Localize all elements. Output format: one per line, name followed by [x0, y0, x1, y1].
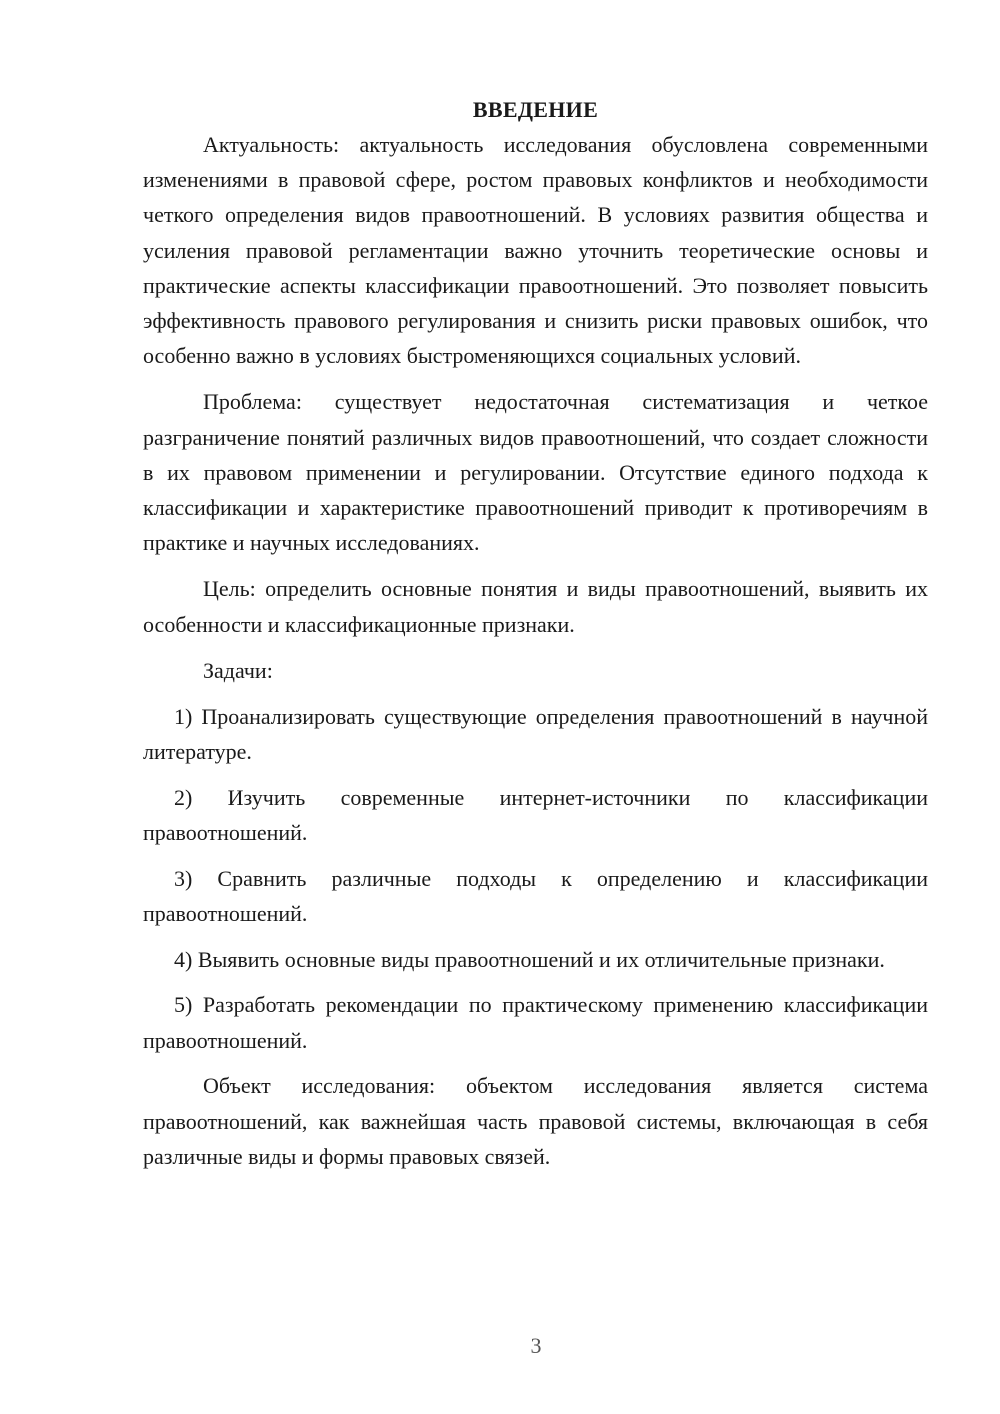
tasks-label: Задачи: — [203, 657, 273, 683]
goal-paragraph: Цель: определить основные понятия и виды правоотношений, выявить их особенности и классификационные признаки. — [143, 576, 928, 637]
page-number: 3 — [530, 1333, 542, 1358]
object-paragraph: Объект исследования: объектом исследования является система правоотношений, как важнейшая часть правовой системы, включающая в себя различные виды и формы правовых связей. — [143, 1073, 928, 1169]
task-item: 4) Выявить основные виды правоотношений и их отличительные признаки. — [174, 946, 885, 972]
task-item: 3) Сравнить различные подходы к определению и классификации правоотношений. — [143, 865, 928, 927]
problem-paragraph: Проблема: существует недостаточная систематизация и четкое разграничение понятий различных видов правоотношений, что создает сложности в их правовом применении и регулировании. Отсутствие единого подхода к классификации и характеристике правоотношений приводит к противоречиям в практике и научных исследованиях. — [143, 389, 928, 556]
relevance-paragraph: Актуальность: актуальность исследования обусловлена современными изменениями в правовой сфере, ростом правовых конфликтов и необходимости четкого определения видов правоотношений. В условиях развития общества и усиления правовой регламентации важно уточнить теоретические основы и практические аспекты классификации правоотношений. Это позволяет повысить эффективность правового регулирования и снизить риски правовых ошибок, что особенно важно в условиях быстроменяющихся социальных условий. — [143, 132, 928, 369]
task-item: 2) Изучить современные интернет-источники по классификации правоотношений. — [143, 784, 928, 846]
document-page — [143, 92, 928, 1185]
task-item: 5) Разработать рекомендации по практическому применению классификации правоотношений. — [143, 992, 928, 1053]
section-heading: ВВЕДЕНИЕ — [472, 97, 599, 122]
task-item: 1) Проанализировать существующие определения правоотношений в научной литературе. — [143, 704, 928, 765]
